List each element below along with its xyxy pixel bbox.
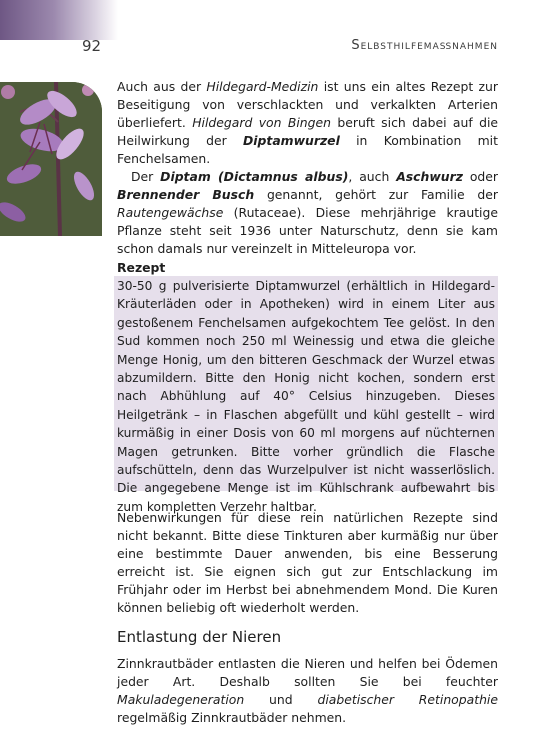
kidneys-paragraph: [117, 655, 498, 727]
text-run: Hildegard-Medizin: [206, 79, 319, 94]
text-run: regelmäßig Zinnkrautbäder nehmen.: [117, 710, 347, 725]
text-run: (Rutaceae). Diese mehrjährige krautige Pflanze steht seit 1936 unter Naturschutz, denn sie kam schon damals nur vereinzelt in Mitteleuropa vor.: [117, 205, 498, 256]
running-head: Selbsthilfemaßnahmen: [351, 38, 498, 53]
text-run: Aschwurz: [396, 169, 463, 184]
recipe-box: [114, 276, 498, 514]
text-run: Rautengewächse: [117, 205, 224, 220]
text-run: Zinnkrautbäder entlasten die Nieren und helfen bei Ödemen jeder Art. Deshalb sollten Sie bei feuchter: [117, 656, 498, 689]
text-run: beruft sich dabei auf die Heilwirkung der: [117, 115, 499, 148]
text-run: Hildegard von Bingen: [192, 115, 331, 130]
text-run: Diptamwurzel: [243, 133, 340, 148]
section-heading: Entlastung der Nieren: [117, 628, 282, 646]
text-run: Makuladegeneration: [117, 692, 245, 707]
text-run: ist uns ein altes Rezept zur Beseitigung von verschlackten und verkalkten Arterien überliefert.: [117, 79, 498, 130]
intro-paragraph-1: [117, 78, 498, 168]
recipe-body: 30-50 g pulverisierte Diptamwurzel (erhältlich in Hildegard-Kräuterläden oder in Apotheken) wird in einem Liter aus gestoßenem Fenchelsamen aufgekochtem Tee gelöst. In den Sud kommen noch 250 ml Weinessig und etwa die gleiche Menge Honig, um den bitteren Geschmack der Wurzel etwas abzumildern. Bitte den Honig nicht kochen, sondern erst nach Abhühlung auf 40° Celsius hinzugeben. Dieses Heilgetränk – in Flaschen abgefüllt und kühl gestellt – wird kurmäßig in einer Dosis von 60 ml morgens auf nüchternen Magen getrunken. Bitte vorher gründlich die Flasche aufschütteln, denn das Wurzelpulver ist nicht wasserlöslich. Die angegebene Menge ist im Kühlschrank aufbewahrt bis zum kompletten Verzehr haltbar.: [117, 279, 495, 514]
text-run: Brennender Busch: [117, 187, 255, 202]
page-number: 92: [82, 37, 102, 55]
recipe-title: Rezept: [117, 260, 166, 275]
corner-color-band: [0, 0, 118, 40]
text-run: diabetischer Retinopathie: [317, 692, 499, 707]
text-run: , auch: [348, 169, 397, 184]
text-run: Auch aus der: [117, 79, 207, 94]
text-run: in Kombination mit Fenchelsamen.: [117, 133, 498, 166]
intro-text: [117, 78, 498, 258]
side-effects-paragraph: Nebenwirkungen für diese rein natürlichen Rezepte sind nicht bekannt. Bitte diese Tinkturen aber kurmäßig nur über eine bestimmte Dauer anwenden, bis eine Besserung erreicht ist. Sie eignen sich gut zur Entschlackung im Frühjahr oder im Herbst bei abnehmendem Mond. Die Kuren können beliebig oft wiederholt werden.: [117, 510, 498, 615]
text-run: oder: [462, 169, 498, 184]
flower-photo: [0, 82, 102, 236]
intro-paragraph-2: [117, 168, 498, 258]
text-run: Der: [131, 169, 161, 184]
text-run: genannt, gehört zur Familie der: [254, 187, 498, 202]
text-run: und: [244, 692, 318, 707]
text-run: Diptam (Dictamnus albus): [160, 169, 349, 184]
